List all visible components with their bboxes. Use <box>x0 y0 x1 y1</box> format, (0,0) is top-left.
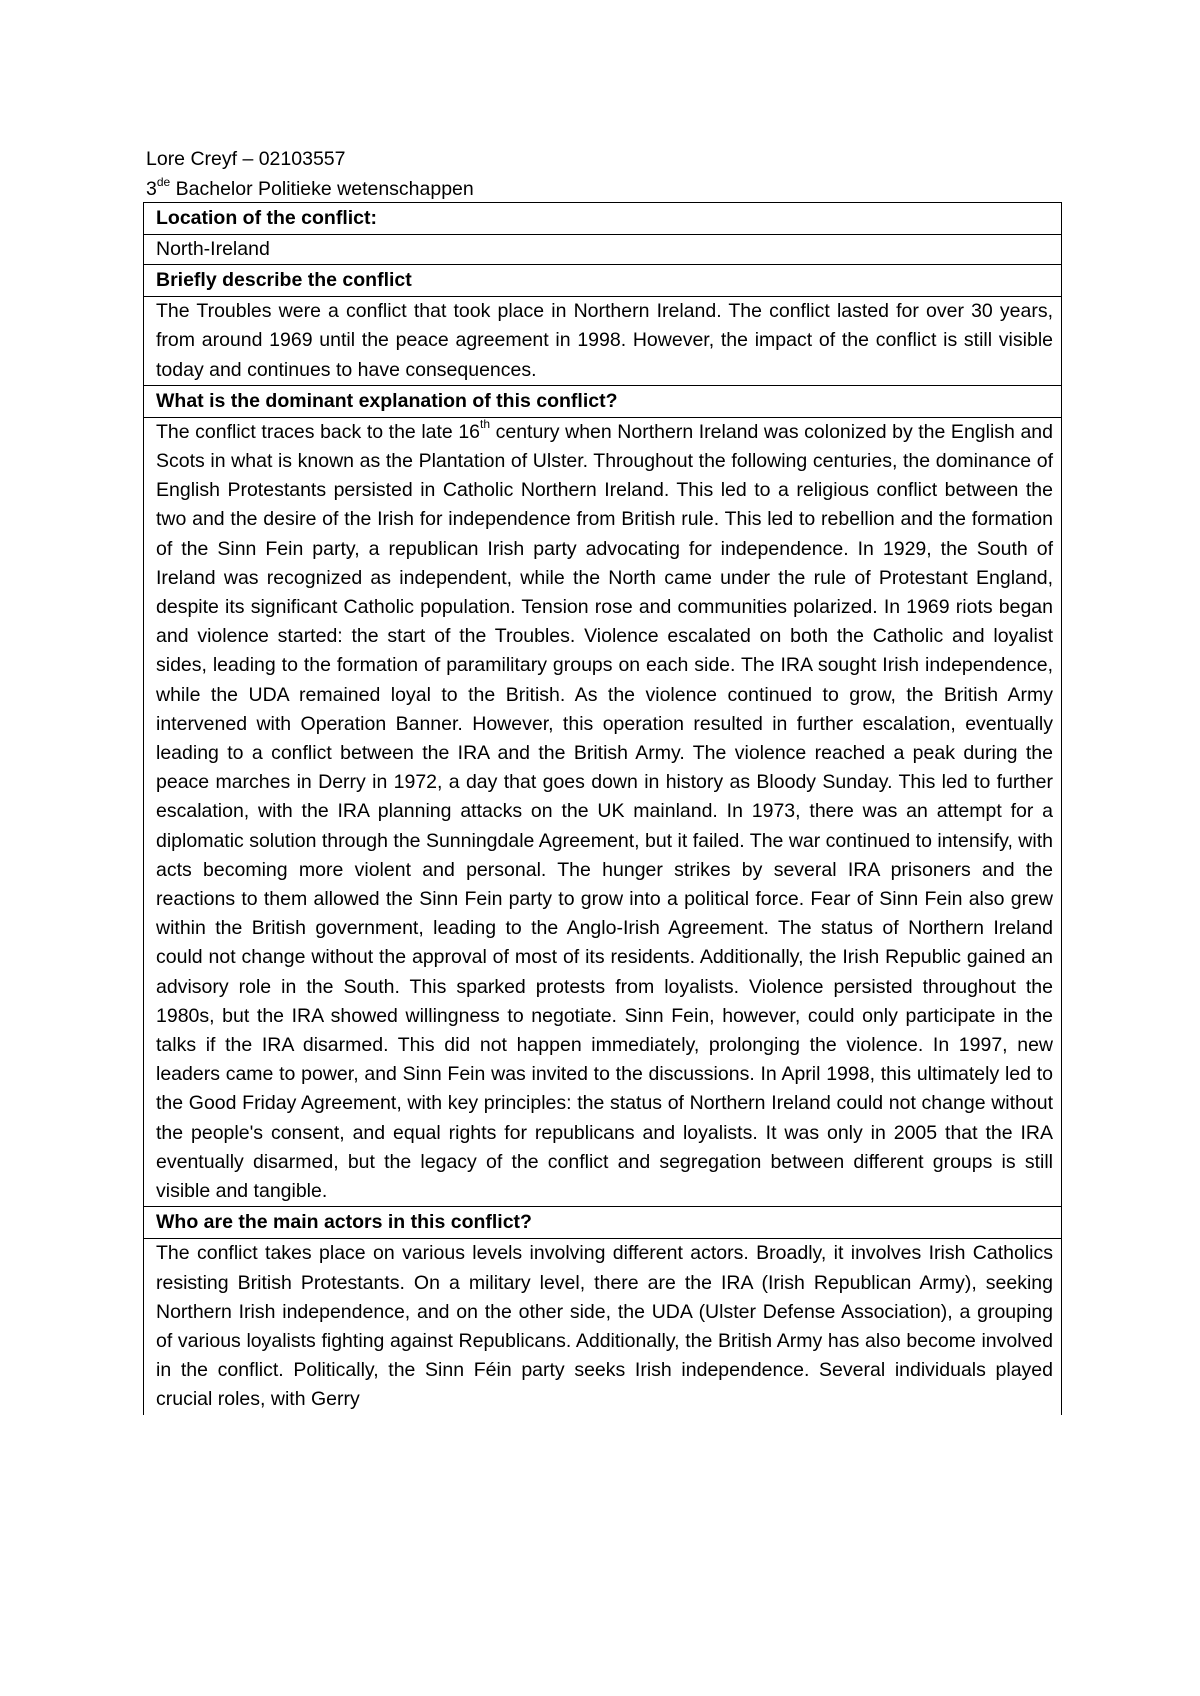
actors-heading: Who are the main actors in this conflict? <box>144 1207 1061 1239</box>
location-heading: Location of the conflict: <box>144 203 1061 235</box>
describe-answer: The Troubles were a conflict that took place in Northern Ireland. The conflict lasted for over 30 years, from around 1969 until the peace agreement in 1998. However, the impact of the conflict is still visible today and continues to have consequences. <box>144 297 1061 386</box>
conflict-analysis-table <box>143 202 1062 1415</box>
document-header <box>146 144 474 204</box>
program-number: 3 <box>146 178 157 200</box>
explanation-heading: What is the dominant explanation of this conflict? <box>144 386 1061 418</box>
explanation-answer-rest: century when Northern Ireland was colonized by the English and Scots in what is known as the Plantation of Ulster. Throughout the following centuries, the dominance of English Protestants persisted in Catholic Northern Ireland. This led to a religious conflict between the two and the desire of the Irish for independence from British rule. This led to rebellion and the formation of the Sinn Fein party, a republican Irish party advocating for independence. In 1929, the South of Ireland was recognized as independent, while the North came under the rule of Protestant England, despite its significant Catholic population. Tension rose and communities polarized. In 1969 riots began and violence started: the start of the Troubles. Violence escalated on both the Catholic and loyalist sides, leading to the formation of paramilitary groups on each side. The IRA sought Irish independence, while the UDA remained loyal to the British. As the violence continued to grow, the British Army intervened with Operation Banner. However, this operation resulted in further escalation, eventually leading to a conflict between the IRA and the British Army. The violence reached a peak during the peace marches in Derry in 1972, a day that goes down in history as Bloody Sunday. This led to further escalation, with the IRA planning attacks on the UK mainland. In 1973, there was an attempt for a diplomatic solution through the Sunningdale Agreement, but it failed. The war continued to intensify, with acts becoming more violent and personal. The hunger strikes by several IRA prisoners and the reactions to them allowed the Sinn Fein party to grow into a political force. Fear of Sinn Fein also grew within the British government, leading to the Anglo-Irish Agreement. The status of Northern Ireland could not change without the approval of most of its residents. Additionally, the Irish Republic gained an advisory role in the South. This sparked protests from loyalists. Violence persisted throughout the 1980s, but the IRA showed willingness to negotiate. Sinn Fein, however, could only participate in the talks if the IRA disarmed. This did not happen immediately, prolonging the violence. In 1997, new leaders came to power, and Sinn Fein was invited to the discussions. In April 1998, this ultimately led to the Good Friday Agreement, with key principles: the status of Northern Ireland could not change without the people's consent, and equal rights for republicans and loyalists. It was only in 2005 that the IRA eventually disarmed, but the legacy of the conflict and segregation between different groups is still visible and tangible. <box>156 420 1053 1203</box>
program-line <box>146 174 474 204</box>
program-name: Bachelor Politieke wetenschappen <box>170 178 474 200</box>
describe-heading: Briefly describe the conflict <box>144 265 1061 297</box>
explanation-answer <box>144 418 1061 1207</box>
explanation-answer-start: The conflict traces back to the late 16 <box>156 420 481 443</box>
actors-answer: The conflict takes place on various levels involving different actors. Broadly, it involves Irish Catholics resisting British Protestants. On a military level, there are the IRA (Irish Republican Army), seeking Northern Irish independence, and on the other side, the UDA (Ulster Defense Association), a grouping of various loyalists fighting against Republicans. Additionally, the British Army has also become involved in the conflict. Politically, the Sinn Féin party seeks Irish independence. Several individuals played crucial roles, with Gerry <box>156 1242 1053 1411</box>
author-line: Lore Creyf – 02103557 <box>146 148 346 170</box>
program-suffix: de <box>156 174 171 189</box>
explanation-answer-superscript: th <box>480 417 491 432</box>
location-answer: North-Ireland <box>144 235 1061 265</box>
